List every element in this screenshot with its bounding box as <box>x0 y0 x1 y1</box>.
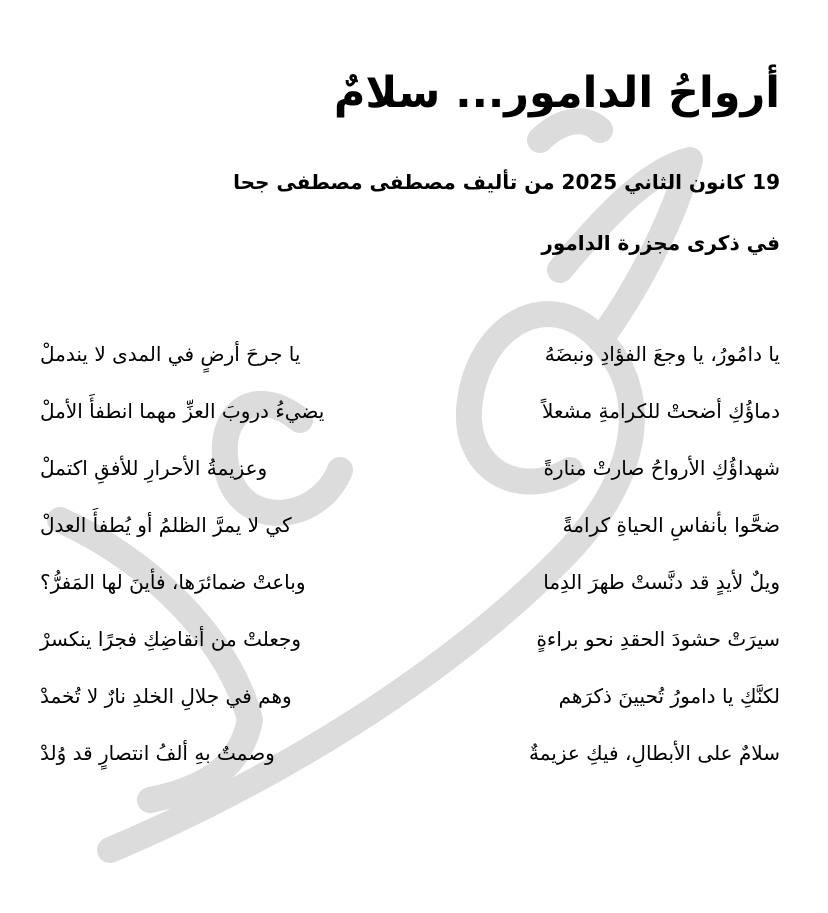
verse-7-first-hemistich: لكنَّكِ يا دامورُ تُحيينَ ذكرَهم <box>558 684 780 708</box>
verse-4-first-hemistich: ضحَّوا بأنفاسِ الحياةِ كرامةً <box>562 513 780 537</box>
verse-5-first-hemistich: ويلٌ لأيدٍ قد دنَّستْ طهرَ الدِما <box>543 570 780 594</box>
occasion-line: في ذكرى مجزرة الدامور <box>541 231 780 255</box>
verse-4 <box>40 507 780 564</box>
verse-1 <box>40 336 780 393</box>
verse-6 <box>40 621 780 678</box>
verse-2-first-hemistich: دماؤُكِ أضحتْ للكرامةِ مشعلاً <box>542 399 780 423</box>
verse-2 <box>40 393 780 450</box>
verse-1-first-hemistich: يا دامُورُ، يا وجعَ الفؤادِ ونبضَهُ <box>544 342 780 366</box>
verse-5 <box>40 564 780 621</box>
verse-3-second-hemistich: وعزيمةُ الأحرارِ للأفقِ اكتملْ <box>40 456 268 480</box>
verse-3-first-hemistich: شهداؤُكِ الأرواحُ صارتْ منارةً <box>543 456 780 480</box>
verse-7-second-hemistich: وهم في جلالِ الخلدِ نارٌ لا تُخمدْ <box>40 684 292 708</box>
verse-3 <box>40 450 780 507</box>
verse-8 <box>40 735 780 792</box>
verse-6-first-hemistich: سيرَتْ حشودَ الحقدِ نحو براءةٍ <box>536 627 780 651</box>
verse-4-second-hemistich: كي لا يمرَّ الظلمُ أو يُطفأَ العدلْ <box>40 513 292 537</box>
verse-7 <box>40 678 780 735</box>
date-author-line: 19 كانون الثاني 2025 من تأليف مصطفى مصطفى جحا <box>233 170 780 194</box>
verse-6-second-hemistich: وجعلتْ من أنقاضِكِ فجرًا ينكسرْ <box>40 627 302 651</box>
poem-body <box>40 336 780 792</box>
verse-2-second-hemistich: يضيءُ دروبَ العزِّ مهما انطفأَ الأملْ <box>40 399 325 423</box>
verse-5-second-hemistich: وباعتْ ضمائرَها، فأينَ لها المَفرُّ؟ <box>40 570 306 594</box>
poem-title: أرواحُ الدامور... سلامٌ <box>333 68 780 118</box>
verse-1-second-hemistich: يا جرحَ أرضٍ في المدى لا يندملْ <box>40 342 301 366</box>
verse-8-second-hemistich: وصمتٌ بهِ ألفُ انتصارٍ قد وُلدْ <box>40 741 275 765</box>
verse-8-first-hemistich: سلامٌ على الأبطالِ، فيكِ عزيمةٌ <box>528 741 780 765</box>
